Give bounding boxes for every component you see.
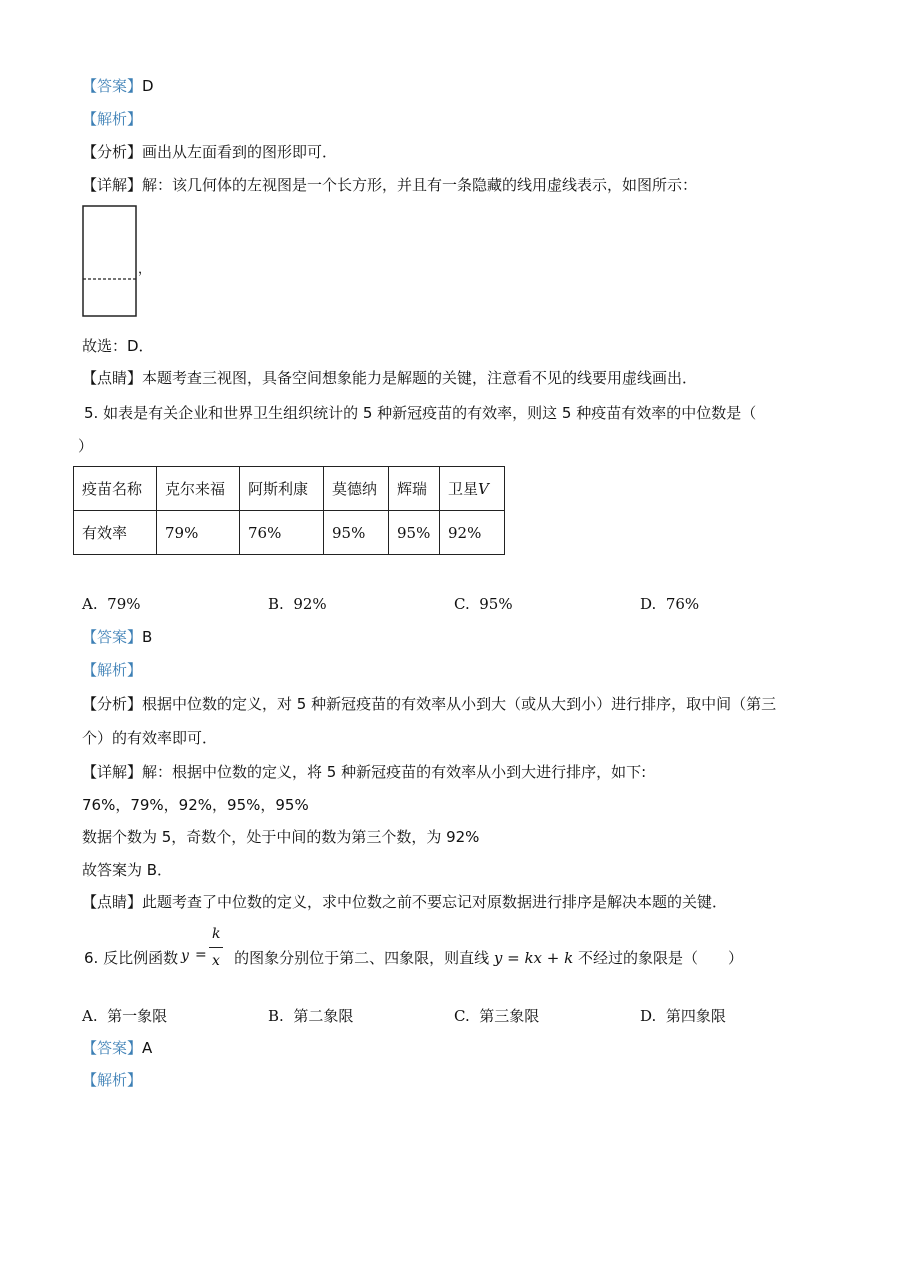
- q5-xiangjie-tag: 【详解】: [82, 763, 143, 781]
- table-cell: 95%: [389, 511, 440, 555]
- q5-dianjing-text: 此题考查了中位数的定义，求中位数之前不要忘记对原数据进行排序是解决本题的关键．: [142, 893, 728, 911]
- q4-fenxi-text: 画出从左面看到的图形即可．: [142, 143, 338, 161]
- q6-answer-line: [82, 1038, 152, 1058]
- q4-dianjing-line: [82, 368, 697, 388]
- q6-stem-prefix: 6. 反比例函数: [84, 949, 179, 967]
- q5-sorted-values: 76%，79%，92%，95%，95%: [82, 796, 309, 814]
- q5-stem-line1: 5. 如表是有关企业和世界卫生组织统计的 5 种新冠疫苗的有效率，则这 5 种疫苗有效率的中位数是（: [84, 404, 757, 422]
- q5-fenxi-line2: 个）的有效率即可．: [82, 729, 218, 747]
- q6-func-eq: =: [195, 947, 207, 963]
- q5-fenxi-text: 根据中位数的定义，对 5 种新冠疫苗的有效率从小到大（或从大到小）进行排序，取中间（第三: [142, 695, 777, 713]
- q6-option-c: C. 第三象限: [454, 1007, 540, 1025]
- q5-fenxi-line1: [82, 694, 776, 714]
- table-row: [74, 511, 505, 555]
- q6-func-denominator: x: [212, 953, 220, 969]
- q5-option-b: B. 92%: [268, 595, 327, 613]
- q6-analysis-tag: 【解析】: [82, 1071, 143, 1089]
- q4-dianjing-text: 本题考查三视图，具备空间想象能力是解题的关键，注意看不见的线要用虚线画出．: [142, 369, 698, 387]
- q4-answer-tag: 【答案】: [82, 77, 143, 95]
- table-header-cell-last: [440, 467, 505, 511]
- q4-fenxi-tag: 【分析】: [82, 143, 143, 161]
- q4-analysis-tag: 【解析】: [82, 110, 143, 128]
- q5-xiangjie-text: 解：根据中位数的定义，将 5 种新冠疫苗的有效率从小到大进行排序，如下:: [142, 763, 647, 781]
- q5-option-d: D. 76%: [640, 595, 700, 613]
- q4-xiangjie-line: [82, 175, 697, 195]
- table-header-cell: 疫苗名称: [74, 467, 157, 511]
- figure-rectangle: [83, 206, 136, 316]
- q6-answer: A: [142, 1039, 153, 1057]
- q5-count-line: 数据个数为 5，奇数个，处于中间的数为第三个数，为 92%: [82, 828, 480, 846]
- q6-line-equation: y = kx + k: [493, 949, 574, 967]
- q4-answer: D: [142, 77, 154, 95]
- q5-stem-line2: ）: [78, 437, 94, 455]
- q5-answer-tag: 【答案】: [82, 628, 143, 646]
- q5-xiangjie-line: [82, 762, 646, 782]
- table-header-cell: 克尔来福: [157, 467, 240, 511]
- q5-answer: B: [142, 628, 153, 646]
- q4-answer-line: [82, 76, 154, 96]
- table-cell: 92%: [440, 511, 505, 555]
- q6-func-numerator: k: [212, 926, 221, 942]
- q5-option-c: C. 95%: [454, 595, 513, 613]
- header-last-text: 卫星: [448, 480, 479, 498]
- q6-option-d: D. 第四象限: [640, 1007, 726, 1025]
- q4-xiangjie-tag: 【详解】: [82, 176, 143, 194]
- q4-xiangjie-text: 解：该几何体的左视图是一个长方形，并且有一条隐藏的线用虚线表示，如图所示：: [142, 176, 698, 194]
- q6-fraction-bar: [209, 947, 223, 948]
- q6-option-a: A. 第一象限: [82, 1007, 168, 1025]
- vaccine-table: [73, 466, 505, 555]
- q6-func-y: y: [181, 948, 189, 964]
- q4-fenxi-line: [82, 142, 337, 162]
- table-header-cell: 莫德纳: [324, 467, 389, 511]
- table-header-cell: 辉瑞: [389, 467, 440, 511]
- q4-conclusion: 故选：D．: [82, 337, 154, 355]
- header-last-var: V: [478, 480, 489, 498]
- q5-answer-line: [82, 627, 152, 647]
- q5-conclusion: 故答案为 B．: [82, 861, 173, 879]
- q5-dianjing-line: [82, 892, 727, 912]
- figure-comma: ，: [138, 262, 152, 277]
- q5-fenxi-tag: 【分析】: [82, 695, 143, 713]
- q6-stem-mid: 的图象分别位于第二、四象限，则直线: [234, 949, 490, 967]
- table-cell: 76%: [240, 511, 324, 555]
- q5-dianjing-tag: 【点睛】: [82, 893, 143, 911]
- table-header-cell: 阿斯利康: [240, 467, 324, 511]
- q6-option-b: B. 第二象限: [268, 1007, 354, 1025]
- table-cell: 79%: [157, 511, 240, 555]
- q5-analysis-tag: 【解析】: [82, 661, 143, 679]
- q6-stem-suffix: 不经过的象限是（ ）: [578, 949, 744, 967]
- table-cell: 95%: [324, 511, 389, 555]
- q6-answer-tag: 【答案】: [82, 1039, 143, 1057]
- q4-dianjing-tag: 【点睛】: [82, 369, 143, 387]
- table-row-label: 有效率: [74, 511, 157, 555]
- q5-option-a: A. 79%: [82, 595, 141, 613]
- table-header-row: [74, 467, 505, 511]
